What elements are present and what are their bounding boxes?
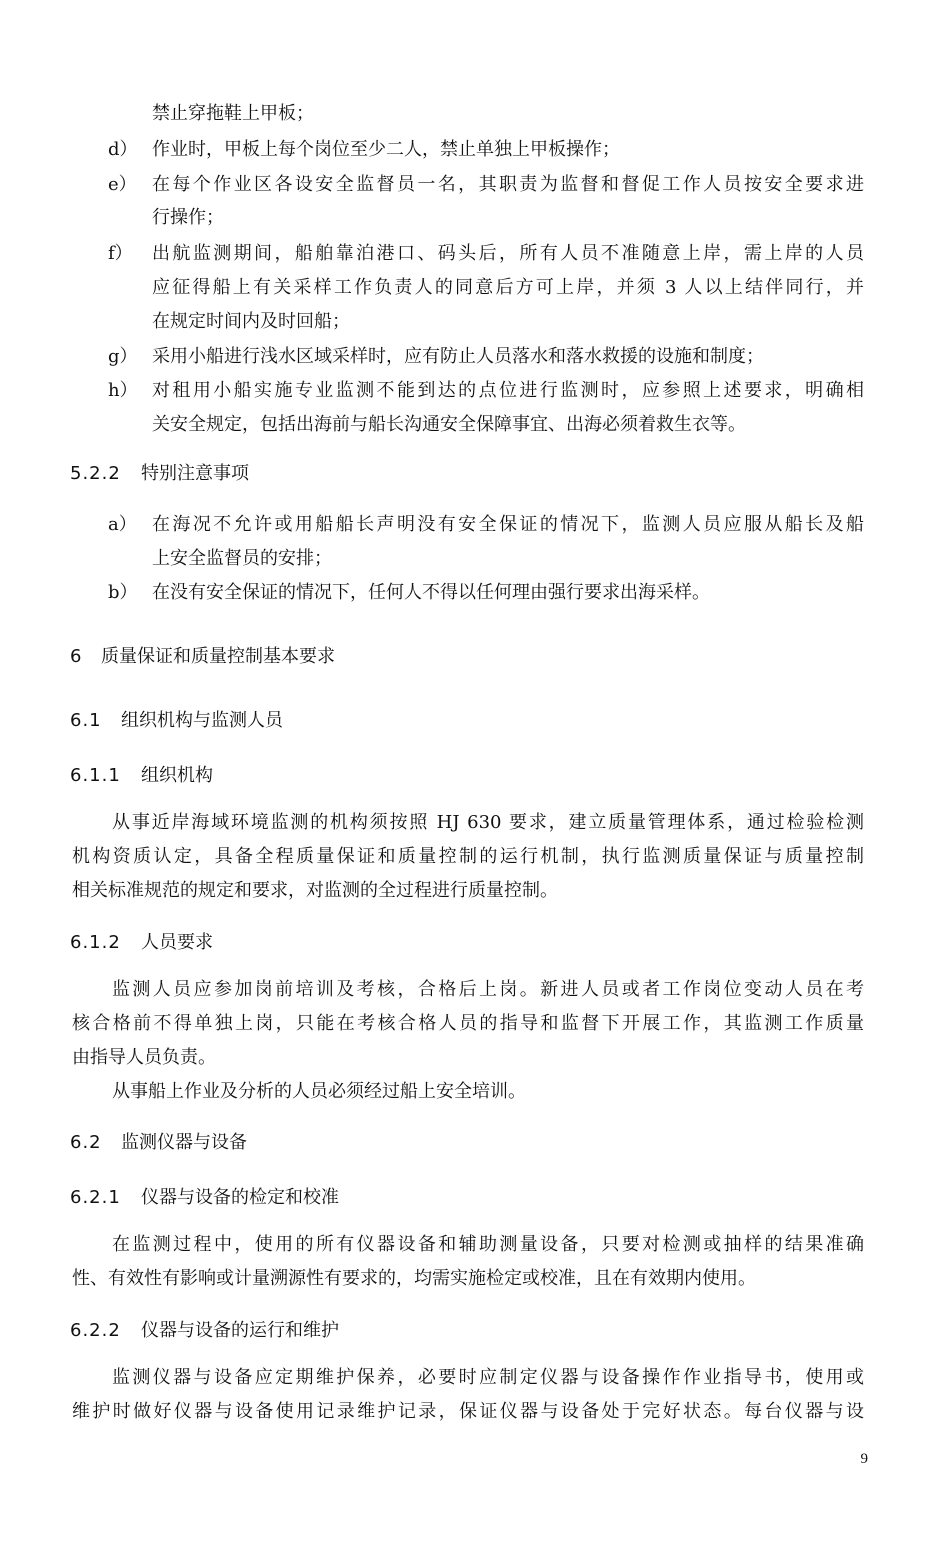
list-item-label: e）	[108, 174, 137, 195]
paragraph-line: 相关标准规范的规定和要求，对监测的全过程进行质量控制。	[72, 880, 558, 901]
list-item-text: 关安全规定，包括出海前与船长沟通安全保障事宜、出海必须着救生衣等。	[152, 414, 746, 435]
list-item-text: 采用小船进行浅水区域采样时，应有防止人员落水和落水救援的设施和制度；	[152, 346, 764, 367]
section-heading-6-2-1	[70, 1186, 339, 1210]
list-item-text: 对租用小船实施专业监测不能到达的点位进行监测时，应参照上述要求，明确相	[152, 380, 864, 401]
section-heading-5-2-2	[70, 462, 249, 486]
section-heading-6-2	[70, 1131, 247, 1155]
paragraph-line: 从事近岸海域环境监测的机构须按照 HJ 630 要求，建立质量管理体系，通过检验检测	[112, 812, 864, 833]
section-title: 仪器与设备的检定和校准	[141, 1187, 339, 1208]
section-heading-6	[70, 645, 335, 669]
section-number: 6.1	[70, 710, 102, 731]
section-number: 6.2.2	[70, 1320, 121, 1341]
list-item-text: 在每个作业区各设安全监督员一名，其职责为监督和督促工作人员按安全要求进	[152, 174, 864, 195]
list-item-text: 上安全监督员的安排；	[152, 548, 332, 569]
section-heading-6-1-2	[70, 931, 213, 955]
list-item-text: 出航监测期间，船舶靠泊港口、码头后，所有人员不准随意上岸，需上岸的人员	[152, 243, 864, 264]
paragraph-line: 机构资质认定，具备全程质量保证和质量控制的运行机制，执行监测质量保证与质量控制	[72, 846, 864, 867]
section-title: 仪器与设备的运行和维护	[141, 1320, 339, 1341]
list-item-text: 作业时，甲板上每个岗位至少二人，禁止单独上甲板操作；	[152, 139, 620, 160]
list-item-text: 在规定时间内及时回船；	[152, 311, 350, 332]
section-number: 6.1.1	[70, 765, 121, 786]
section-title: 特别注意事项	[141, 463, 249, 484]
list-item-label: f）	[108, 243, 133, 264]
section-number: 6.2.1	[70, 1187, 121, 1208]
section-heading-6-2-2	[70, 1319, 339, 1343]
paragraph-line: 维护时做好仪器与设备使用记录维护记录，保证仪器与设备处于完好状态。每台仪器与设	[72, 1401, 864, 1422]
paragraph-line: 监测人员应参加岗前培训及考核，合格后上岗。新进人员或者工作岗位变动人员在考	[112, 979, 864, 1000]
list-item-text: 禁止穿拖鞋上甲板；	[152, 103, 314, 124]
section-title: 人员要求	[141, 932, 213, 953]
paragraph-line: 由指导人员负责。	[72, 1047, 216, 1068]
section-number: 6	[70, 646, 83, 667]
list-item-text: 行操作；	[152, 207, 224, 228]
paragraph-line: 监测仪器与设备应定期维护保养，必要时应制定仪器与设备操作作业指导书，使用或	[112, 1367, 864, 1388]
section-number: 5.2.2	[70, 463, 121, 484]
paragraph-line: 核合格前不得单独上岗，只能在考核合格人员的指导和监督下开展工作，其监测工作质量	[72, 1013, 864, 1034]
section-title: 质量保证和质量控制基本要求	[101, 646, 335, 667]
list-item-text: 应征得船上有关采样工作负责人的同意后方可上岸，并须 3 人以上结伴同行，并	[152, 277, 864, 298]
section-number: 6.2	[70, 1132, 102, 1153]
list-item-text: 在海况不允许或用船船长声明没有安全保证的情况下，监测人员应服从船长及船	[152, 514, 864, 535]
list-item-label: d）	[108, 139, 138, 160]
list-item-text: 在没有安全保证的情况下，任何人不得以任何理由强行要求出海采样。	[152, 582, 710, 603]
list-item-label: g）	[108, 346, 138, 367]
list-item-label: b）	[108, 582, 138, 603]
section-heading-6-1	[70, 709, 283, 733]
section-number: 6.1.2	[70, 932, 121, 953]
section-heading-6-1-1	[70, 764, 213, 788]
paragraph-line: 在监测过程中，使用的所有仪器设备和辅助测量设备，只要对检测或抽样的结果准确	[112, 1234, 864, 1255]
list-item-label: h）	[108, 380, 138, 401]
section-title: 组织机构	[141, 765, 213, 786]
paragraph-line: 性、有效性有影响或计量溯源性有要求的，均需实施检定或校准，且在有效期内使用。	[72, 1268, 756, 1289]
section-title: 监测仪器与设备	[121, 1132, 247, 1153]
list-item-label: a）	[108, 514, 137, 535]
paragraph-line: 从事船上作业及分析的人员必须经过船上安全培训。	[112, 1081, 526, 1102]
section-title: 组织机构与监测人员	[121, 710, 283, 731]
page-number: 9	[860, 1451, 868, 1467]
